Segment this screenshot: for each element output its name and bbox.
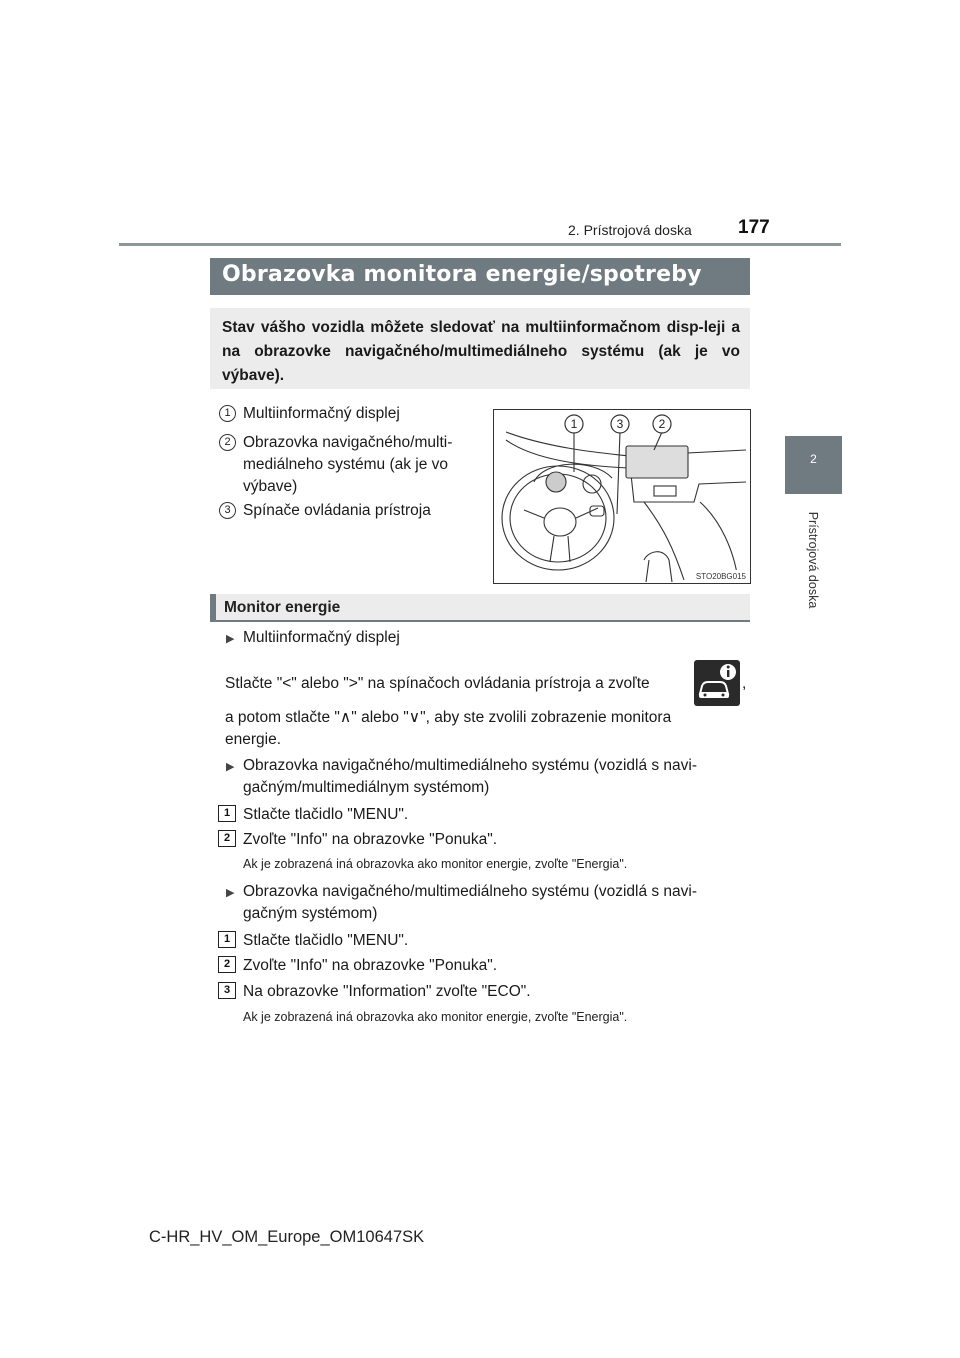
intro-text: Stav vášho vozidla môžete sledovať na multiinformačnom disp-leji a na obrazovke navigačného/multimediálneho systému (ak je vo výbave). xyxy=(222,319,740,384)
step-marker-3: 3 xyxy=(218,982,236,999)
subsection-accent xyxy=(210,594,216,620)
nav-heading-line-1: Obrazovka navigačného/multimediálneho systému (vozidlá s navi- xyxy=(243,883,698,900)
nav-multimedia-step-2: Zvoľte "Info" na obrazovke "Ponuka". xyxy=(243,831,498,848)
legend-item-3: Spínače ovládania prístroja xyxy=(243,502,431,519)
nav-step-3: Na obrazovke "Information" zvoľte "ECO". xyxy=(243,983,531,1000)
mid-instruction-line-1: Stlačte "<" alebo ">" na spínačoch ovládania prístroja a zvoľte xyxy=(225,675,650,692)
nav-multimedia-heading-line-1: Obrazovka navigačného/multimediálneho systému (vozidlá s navi- xyxy=(243,757,698,774)
subsection-rule xyxy=(210,620,750,622)
step-marker-2: 2 xyxy=(218,830,236,847)
legend-item-2-line-1: Obrazovka navigačného/multi- xyxy=(243,434,453,451)
figure-code: STO20BG015 xyxy=(695,572,746,581)
figure-callout-1: 1 xyxy=(570,417,578,431)
bullet-triangle-icon: ▶ xyxy=(226,761,235,773)
step-marker-1: 1 xyxy=(218,931,236,948)
header-rule xyxy=(119,243,841,246)
mid-instruction-comma: , xyxy=(742,675,747,692)
document-code: C-HR_HV_OM_Europe_OM10647SK xyxy=(149,1228,425,1246)
vehicle-info-icon xyxy=(694,660,740,706)
legend-item-2-line-3: výbave) xyxy=(243,478,298,495)
nav-multimedia-note: Ak je zobrazená iná obrazovka ako monitor energie, zvoľte "Energia". xyxy=(243,857,628,871)
legend-marker-3: 3 xyxy=(219,502,236,519)
mid-instruction-line-3: energie. xyxy=(225,731,282,748)
nav-note: Ak je zobrazená iná obrazovka ako monitor energie, zvoľte "Energia". xyxy=(243,1010,628,1024)
legend-marker-2: 2 xyxy=(219,434,236,451)
step-marker-2: 2 xyxy=(218,956,236,973)
bullet-triangle-icon: ▶ xyxy=(226,887,235,899)
legend-marker-1: 1 xyxy=(219,405,236,422)
chapter-title: 2. Prístrojová doska xyxy=(568,222,692,238)
step-marker-1: 1 xyxy=(218,805,236,822)
chapter-tab-number: 2 xyxy=(810,452,817,466)
nav-step-1: Stlačte tlačidlo "MENU". xyxy=(243,932,409,949)
nav-step-2: Zvoľte "Info" na obrazovke "Ponuka". xyxy=(243,957,498,974)
mid-instruction-line-2: a potom stlačte "∧" alebo "∨", aby ste zvolili zobrazenie monitora xyxy=(225,709,672,726)
figure-callout-2: 2 xyxy=(658,417,666,431)
dashboard-drawing xyxy=(494,410,750,583)
mid-heading: Multiinformačný displej xyxy=(243,629,400,646)
section-title: Obrazovka monitora energie/spotreby xyxy=(222,262,702,287)
nav-heading-line-2: gačným systémom) xyxy=(243,905,378,922)
dashboard-illustration xyxy=(493,409,751,584)
page-number: 177 xyxy=(738,217,770,238)
figure-callout-3: 3 xyxy=(616,417,624,431)
nav-multimedia-step-1: Stlačte tlačidlo "MENU". xyxy=(243,806,409,823)
bullet-triangle-icon: ▶ xyxy=(226,633,235,645)
legend-item-2-line-2: mediálneho systému (ak je vo xyxy=(243,456,449,473)
nav-multimedia-heading-line-2: gačným/multimediálnym systémom) xyxy=(243,779,490,796)
legend-item-1: Multiinformačný displej xyxy=(243,405,400,422)
subsection-title: Monitor energie xyxy=(224,599,341,616)
chapter-tab-label: Prístrojová doska xyxy=(806,511,820,609)
